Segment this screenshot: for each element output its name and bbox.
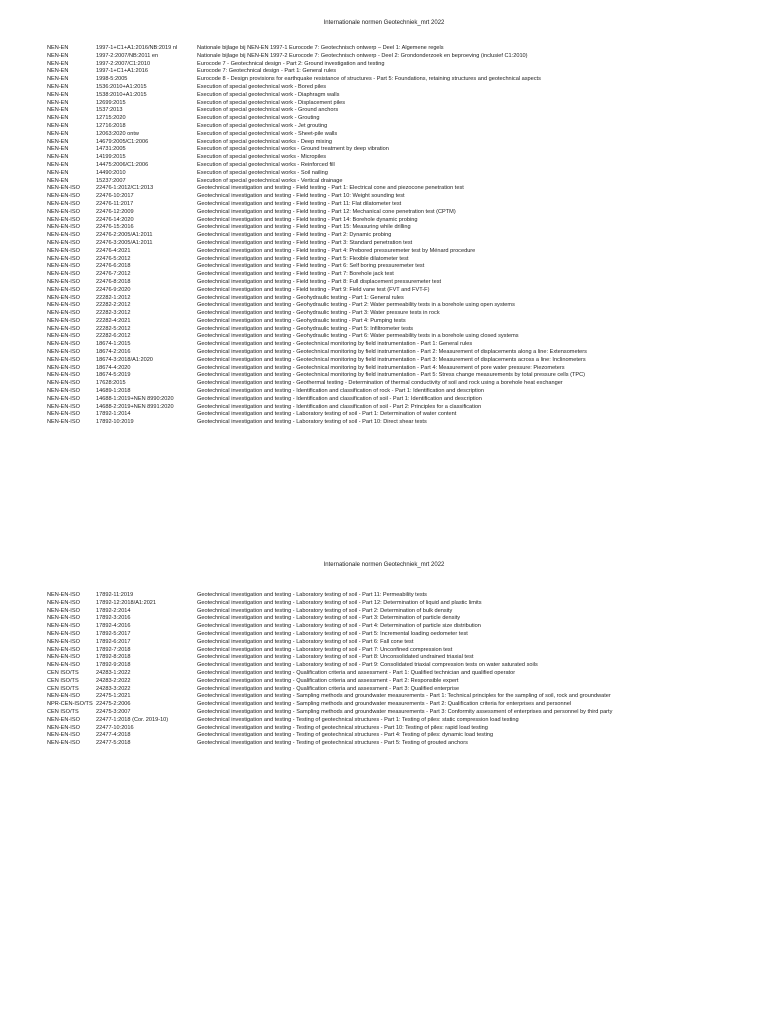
- standard-number-cell: 22282-3:2012: [96, 310, 131, 317]
- standard-title-cell: Geotechnical investigation and testing - Geohydraulic testing - Part 3: Water pressure tests in rock: [197, 310, 440, 317]
- standard-prefix-cell: NEN-EN-ISO: [47, 419, 80, 426]
- standard-number-cell: 24283-3:2022: [96, 685, 131, 692]
- standard-prefix-cell: NEN-EN-ISO: [47, 364, 80, 371]
- standard-prefix-cell: NEN-EN: [47, 99, 69, 106]
- standard-title-cell: Geotechnical investigation and testing - Laboratory testing of soil - Part 2: Determination of bulk density: [197, 607, 453, 614]
- standard-number-cell: 17892-9:2018: [96, 662, 131, 669]
- standard-prefix-cell: NEN-EN-ISO: [47, 208, 80, 215]
- table-row: [47, 662, 747, 670]
- standard-number-cell: 14688-2:2019+NEN 8991:2020: [96, 403, 174, 410]
- standard-prefix-cell: NEN-EN-ISO: [47, 255, 80, 262]
- standard-number-cell: 1537:2013: [96, 107, 123, 114]
- table-row: [47, 53, 747, 61]
- standard-prefix-cell: NEN-EN-ISO: [47, 740, 80, 747]
- standard-number-cell: 22476-11:2017: [96, 200, 134, 207]
- table-row: [47, 365, 747, 373]
- standard-title-cell: Geotechnical investigation and testing - Sampling methods and groundwater measurements - Part 1: Technical principles for the sampling of soil, rock and groundwater: [197, 693, 611, 700]
- standard-title-cell: Execution of special geotechnical works - Ground treatment by deep vibration: [197, 146, 389, 153]
- standard-prefix-cell: NEN-EN: [47, 45, 69, 51]
- standard-number-cell: 17628:2015: [96, 380, 126, 387]
- standard-number-cell: 17892-4:2016: [96, 623, 131, 630]
- standard-title-cell: Geotechnical investigation and testing - Laboratory testing of soil - Part 4: Determination of particle size distribution: [197, 623, 481, 630]
- standard-prefix-cell: NPR-CEN-ISO/TS: [47, 701, 93, 708]
- table-row: [47, 341, 747, 349]
- table-row: [47, 357, 747, 365]
- standard-number-cell: 22476-10:2017: [96, 193, 134, 200]
- standard-prefix-cell: CEN ISO/TS: [47, 708, 79, 715]
- table-row: [47, 732, 747, 740]
- standard-title-cell: Geotechnical investigation and testing - Geohydraulic testing - Part 1: General rules: [197, 294, 404, 301]
- standard-prefix-cell: NEN-EN-ISO: [47, 411, 80, 418]
- standard-prefix-cell: NEN-EN-ISO: [47, 317, 80, 324]
- table-row: [47, 725, 747, 733]
- standard-number-cell: 24283-2:2022: [96, 677, 131, 684]
- standard-number-cell: 22476-6:2018: [96, 263, 131, 270]
- standard-prefix-cell: CEN ISO/TS: [47, 669, 79, 676]
- standard-title-cell: Nationale bijlage bij NEN-EN 1997-2 Eurocode 7: Geotechnisch ontwerp - Deel 2: Grondonderzoek en beproeving (inclusief C1:2010): [197, 52, 528, 59]
- standard-prefix-cell: NEN-EN-ISO: [47, 294, 80, 301]
- standard-number-cell: 22476-3:2005/A1:2011: [96, 239, 153, 246]
- standard-prefix-cell: NEN-EN-ISO: [47, 239, 80, 246]
- standard-title-cell: Geotechnical investigation and testing - Geohydraulic testing - Part 2: Water permeability tests in a borehole using open systems: [197, 302, 515, 309]
- standard-title-cell: Geotechnical investigation and testing - Laboratory testing of soil - Part 11: Permeability tests: [197, 592, 427, 598]
- standard-prefix-cell: NEN-EN: [47, 161, 69, 168]
- standard-title-cell: Geotechnical investigation and testing - Testing of geotechnical structures - Part 5: Testing of grouted anchors: [197, 740, 468, 747]
- standard-title-cell: Geotechnical investigation and testing - Field testing - Part 2: Dynamic probing: [197, 232, 392, 239]
- standard-prefix-cell: NEN-EN-ISO: [47, 325, 80, 332]
- standard-title-cell: Nationale bijlage bij NEN-EN 1997-1 Eurocode 7: Geotechnisch ontwerp – Deel 1: Algemene regels: [197, 45, 444, 51]
- standard-prefix-cell: NEN-EN-ISO: [47, 193, 80, 200]
- table-row: [47, 600, 747, 608]
- standard-prefix-cell: NEN-EN: [47, 91, 69, 98]
- standard-prefix-cell: NEN-EN: [47, 60, 69, 67]
- standard-prefix-cell: NEN-EN-ISO: [47, 630, 80, 637]
- table-row: [47, 693, 747, 701]
- standard-title-cell: Geotechnical investigation and testing - Geotechnical monitoring by field instrumentation - Part 3: Measurement of displacements across a line: Inclinometers: [197, 356, 586, 363]
- standard-prefix-cell: NEN-EN-ISO: [47, 615, 80, 622]
- standard-title-cell: Geotechnical investigation and testing - Laboratory testing of soil - Part 1: Determination of water content: [197, 411, 457, 418]
- standard-prefix-cell: NEN-EN-ISO: [47, 646, 80, 653]
- standard-title-cell: Geotechnical investigation and testing - Field testing - Part 5: Flexible dilatometer test: [197, 255, 409, 262]
- standard-title-cell: Geotechnical investigation and testing - Qualification criteria and assessment - Part 3: Qualified enterprise: [197, 685, 460, 692]
- standard-prefix-cell: NEN-EN: [47, 146, 69, 153]
- standard-number-cell: 1998-5:2005: [96, 76, 128, 83]
- standard-prefix-cell: NEN-EN: [47, 138, 69, 145]
- standard-number-cell: 12716:2018: [96, 122, 126, 129]
- standard-prefix-cell: NEN-EN-ISO: [47, 216, 80, 223]
- standard-title-cell: Geotechnical investigation and testing - Laboratory testing of soil - Part 3: Determination of particle density: [197, 615, 461, 622]
- standard-number-cell: 22282-4:2021: [96, 317, 131, 324]
- standard-title-cell: Geotechnical investigation and testing - Field testing - Part 1: Electrical cone and piezocone penetration test: [197, 185, 464, 192]
- standard-title-cell: Geotechnical investigation and testing - Geohydraulic testing - Part 5: Infiltrometer tests: [197, 325, 414, 332]
- standard-title-cell: Geotechnical investigation and testing - Field testing - Part 12: Mechanical cone penetration test (CPTM): [197, 208, 456, 215]
- standard-prefix-cell: NEN-EN: [47, 107, 69, 114]
- standard-title-cell: Geotechnical investigation and testing - Testing of geotechnical structures - Part 10: Testing of piles: rapid load testing: [197, 724, 488, 731]
- table-row: [47, 178, 747, 186]
- standard-prefix-cell: NEN-EN: [47, 130, 69, 137]
- standard-number-cell: 22476-5:2012: [96, 255, 131, 262]
- standard-number-cell: 17892-12:2018/A1:2021: [96, 599, 157, 606]
- standard-title-cell: Geotechnical investigation and testing - Sampling methods and groundwater measurements - Part 3: Conformity assessment of enterprises and personnel by third party: [197, 708, 613, 715]
- standard-prefix-cell: NEN-EN-ISO: [47, 607, 80, 614]
- standard-number-cell: 22476-8:2018: [96, 278, 131, 285]
- standard-number-cell: 1538:2010+A1:2015: [96, 91, 147, 98]
- standard-title-cell: Execution of special geotechnical work - Displacement piles: [197, 99, 345, 106]
- standard-prefix-cell: NEN-EN-ISO: [47, 623, 80, 630]
- table-row: [47, 115, 747, 123]
- table-row: [47, 388, 747, 396]
- standard-title-cell: Geotechnical investigation and testing - Field testing - Part 9: Field vane test (FVT and FVT-F): [197, 286, 430, 293]
- standard-prefix-cell: NEN-EN-ISO: [47, 286, 80, 293]
- table-row: [47, 123, 747, 131]
- table-row: [47, 263, 747, 271]
- page-title: Internationale normen Geotechniek_mrt 2022: [323, 562, 445, 568]
- table-row: [47, 686, 747, 694]
- table-row: [47, 326, 747, 334]
- standard-number-cell: 12715:2020: [96, 115, 126, 122]
- standard-number-cell: 18674-2:2016: [96, 349, 131, 356]
- standard-number-cell: 22282-2:2012: [96, 302, 131, 309]
- table-row: [47, 647, 747, 655]
- standard-prefix-cell: NEN-EN-ISO: [47, 693, 80, 700]
- table-row: [47, 271, 747, 279]
- standard-prefix-cell: NEN-EN-ISO: [47, 654, 80, 661]
- standard-title-cell: Geotechnical investigation and testing - Geotechnical monitoring by field instrumentation - Part 1: General rules: [197, 341, 473, 348]
- table-row: [47, 154, 747, 162]
- standard-number-cell: 22475-3:2007: [96, 708, 131, 715]
- table-row: [47, 295, 747, 303]
- standard-number-cell: 17892-5:2017: [96, 630, 131, 637]
- standard-prefix-cell: NEN-EN-ISO: [47, 380, 80, 387]
- standard-number-cell: 22477-5:2018: [96, 740, 131, 747]
- standard-title-cell: Geotechnical investigation and testing - Field testing - Part 10: Weight sounding test: [197, 193, 405, 200]
- table-row: [47, 592, 747, 600]
- standard-number-cell: 17892-10:2019: [96, 419, 134, 426]
- standards-table: [47, 45, 747, 427]
- standard-title-cell: Geotechnical investigation and testing - Geohydraulic testing - Part 4: Pumping tests: [197, 317, 406, 324]
- table-row: [47, 380, 747, 388]
- standard-number-cell: 17892-11:2019: [96, 592, 134, 598]
- standard-number-cell: 22476-12:2009: [96, 208, 134, 215]
- standard-title-cell: Geotechnical investigation and testing - Field testing - Part 7: Borehole jack test: [197, 271, 394, 278]
- standard-title-cell: Geotechnical investigation and testing - Laboratory testing of soil - Part 6: Fall cone test: [197, 638, 414, 645]
- standard-number-cell: 1997-2:2007/C1:2010: [96, 60, 151, 67]
- standard-number-cell: 12063:2020 ontw: [96, 130, 139, 137]
- standard-number-cell: 17892-6:2017: [96, 638, 131, 645]
- table-row: [47, 146, 747, 154]
- standard-title-cell: Geotechnical investigation and testing - Geothermal testing - Determination of thermal conductivity of soil and rock using a borehole heat exchanger: [197, 380, 563, 387]
- table-row: [47, 678, 747, 686]
- standard-title-cell: Geotechnical investigation and testing - Laboratory testing of soil - Part 8: Unconsolidated undrained triaxial test: [197, 654, 474, 661]
- standard-title-cell: Execution of special geotechnical works - Vertical drainage: [197, 177, 343, 184]
- table-row: [47, 131, 747, 139]
- standard-title-cell: Geotechnical investigation and testing - Field testing - Part 4: Prebored pressuremeter test by Ménard procedure: [197, 247, 476, 254]
- table-row: [47, 372, 747, 380]
- standard-number-cell: 15237:2007: [96, 177, 126, 184]
- standard-title-cell: Execution of special geotechnical work - Grouting: [197, 115, 320, 122]
- table-row: [47, 639, 747, 647]
- table-row: [47, 76, 747, 84]
- standard-title-cell: Eurocode 7 - Geotechnical design - Part 2: Ground investigation and testing: [197, 60, 385, 67]
- table-row: [47, 209, 747, 217]
- standard-prefix-cell: NEN-EN-ISO: [47, 372, 80, 379]
- standard-prefix-cell: NEN-EN: [47, 68, 69, 75]
- standard-prefix-cell: NEN-EN: [47, 154, 69, 161]
- standard-number-cell: 22477-4:2018: [96, 732, 131, 739]
- standard-title-cell: Geotechnical investigation and testing - Identification and classification of soil - Part 2: Principles for a classification: [197, 403, 482, 410]
- table-row: [47, 248, 747, 256]
- standard-title-cell: Geotechnical investigation and testing - Geotechnical monitoring by field instrumentation - Part 5: Stress change measurements by total pressure cells (TPC): [197, 372, 586, 379]
- table-row: [47, 201, 747, 209]
- standard-prefix-cell: NEN-EN-ISO: [47, 271, 80, 278]
- standard-number-cell: 1536:2010+A1:2015: [96, 83, 147, 90]
- standard-title-cell: Geotechnical investigation and testing - Testing of geotechnical structures - Part 4: Testing of piles: dynamic load testing: [197, 732, 494, 739]
- standard-title-cell: Execution of special geotechnical work - Sheet-pile walls: [197, 130, 338, 137]
- standard-number-cell: 17892-3:2016: [96, 615, 131, 622]
- table-row: [47, 232, 747, 240]
- standard-title-cell: Execution of special geotechnical works - Soil nailing: [197, 169, 328, 176]
- standard-title-cell: Eurocode 8 - Design provisions for earthquake resistance of structures - Part 5: Foundations, retaining structures and geotechnical aspects: [197, 76, 541, 83]
- standard-prefix-cell: NEN-EN-ISO: [47, 732, 80, 739]
- table-row: [47, 139, 747, 147]
- standard-prefix-cell: NEN-EN-ISO: [47, 224, 80, 231]
- standard-number-cell: 22282-6:2012: [96, 333, 131, 340]
- standard-prefix-cell: NEN-EN-ISO: [47, 638, 80, 645]
- standard-number-cell: 14475:2006/C1:2006: [96, 161, 149, 168]
- standard-prefix-cell: NEN-EN-ISO: [47, 341, 80, 348]
- table-row: [47, 411, 747, 419]
- standard-number-cell: 18674-1:2015: [96, 341, 131, 348]
- standard-title-cell: Geotechnical investigation and testing - Identification and classification of rock - Part 1: Identification and description: [197, 388, 484, 395]
- table-row: [47, 61, 747, 69]
- standard-title-cell: Geotechnical investigation and testing - Laboratory testing of soil - Part 9: Consolidated triaxial compression tests on water saturated soils: [197, 662, 538, 669]
- standards-table: [47, 592, 747, 748]
- standard-title-cell: Execution of special geotechnical works - Micropiles: [197, 154, 327, 161]
- table-row: [47, 623, 747, 631]
- standard-prefix-cell: NEN-EN-ISO: [47, 592, 80, 598]
- standard-prefix-cell: NEN-EN-ISO: [47, 403, 80, 410]
- standard-number-cell: 14199:2015: [96, 154, 126, 161]
- standard-title-cell: Geotechnical investigation and testing - Laboratory testing of soil - Part 5: Incremental loading oedometer test: [197, 630, 468, 637]
- standard-title-cell: Geotechnical investigation and testing - Qualification criteria and assessment - Part 2: Responsible expert: [197, 677, 459, 684]
- standard-prefix-cell: NEN-EN-ISO: [47, 599, 80, 606]
- standard-prefix-cell: NEN-EN-ISO: [47, 302, 80, 309]
- standard-number-cell: 17892-8:2018: [96, 654, 131, 661]
- table-row: [47, 631, 747, 639]
- table-row: [47, 419, 747, 427]
- table-row: [47, 240, 747, 248]
- standard-number-cell: 17892-7:2018: [96, 646, 131, 653]
- standard-prefix-cell: NEN-EN-ISO: [47, 200, 80, 207]
- table-row: [47, 302, 747, 310]
- table-row: [47, 709, 747, 717]
- standard-title-cell: Execution of special geotechnical works - Deep mixing: [197, 138, 332, 145]
- standard-title-cell: Geotechnical investigation and testing - Field testing - Part 3: Standard penetration test: [197, 239, 413, 246]
- standard-number-cell: 22476-1:2012/C1:2013: [96, 185, 154, 192]
- table-row: [47, 84, 747, 92]
- standard-prefix-cell: NEN-EN: [47, 52, 69, 59]
- table-row: [47, 615, 747, 623]
- standard-title-cell: Geotechnical investigation and testing - Geotechnical monitoring by field instrumentation - Part 4: Measurement of pore water pressure: Piezometers: [197, 364, 565, 371]
- table-row: [47, 396, 747, 404]
- standard-prefix-cell: NEN-EN-ISO: [47, 356, 80, 363]
- standard-prefix-cell: NEN-EN-ISO: [47, 333, 80, 340]
- page-title: Internationale normen Geotechniek_mrt 2022: [323, 20, 445, 26]
- standard-title-cell: Execution of special geotechnical work - Diaphragm walls: [197, 91, 340, 98]
- standard-prefix-cell: NEN-EN-ISO: [47, 716, 80, 723]
- table-row: [47, 349, 747, 357]
- standard-number-cell: 22476-15:2016: [96, 224, 134, 231]
- standard-number-cell: 1997-2:2007/NB:2011 en: [96, 52, 159, 59]
- standard-prefix-cell: NEN-EN: [47, 177, 69, 184]
- standard-prefix-cell: CEN ISO/TS: [47, 677, 79, 684]
- standard-number-cell: 22476-14:2020: [96, 216, 134, 223]
- table-row: [47, 279, 747, 287]
- standard-number-cell: 22477-1:2018 (Cor. 2019-10): [96, 716, 169, 723]
- table-row: [47, 100, 747, 108]
- standard-number-cell: 14679:2005/C1:2006: [96, 138, 149, 145]
- standard-prefix-cell: NEN-EN-ISO: [47, 310, 80, 317]
- standard-title-cell: Eurocode 7: Geotechnical design - Part 1: General rules: [197, 68, 336, 75]
- standard-title-cell: Geotechnical investigation and testing - Field testing - Part 8: Full displacement pressuremeter test: [197, 278, 442, 285]
- standard-number-cell: 18674-3:2018/A1:2020: [96, 356, 153, 363]
- standard-number-cell: 1997-1+C1+A1:2016/NB:2019 nl: [96, 45, 178, 51]
- standard-title-cell: Geotechnical investigation and testing - Qualification criteria and assessment - Part 1: Qualified technician and qualified operator: [197, 669, 516, 676]
- standard-number-cell: 18674-5:2019: [96, 372, 131, 379]
- standard-title-cell: Geotechnical investigation and testing - Laboratory testing of soil - Part 10: Direct shear tests: [197, 419, 427, 426]
- standard-title-cell: Geotechnical investigation and testing - Field testing - Part 14: Borehole dynamic probing: [197, 216, 418, 223]
- standard-prefix-cell: NEN-EN: [47, 169, 69, 176]
- standard-prefix-cell: NEN-EN-ISO: [47, 185, 80, 192]
- table-row: [47, 193, 747, 201]
- standard-prefix-cell: NEN-EN: [47, 115, 69, 122]
- standard-prefix-cell: NEN-EN-ISO: [47, 724, 80, 731]
- table-row: [47, 162, 747, 170]
- standard-title-cell: Geotechnical investigation and testing - Identification and classification of soil - Part 1: Identification and description: [197, 395, 482, 402]
- standard-title-cell: Geotechnical investigation and testing - Geohydraulic testing - Part 6: Water permeability tests in a borehole using closed systems: [197, 333, 519, 340]
- standard-title-cell: Geotechnical investigation and testing - Field testing - Part 15: Measuring while drilling: [197, 224, 411, 231]
- standard-prefix-cell: NEN-EN: [47, 122, 69, 129]
- table-row: [47, 717, 747, 725]
- standard-title-cell: Execution of special geotechnical work - Bored piles: [197, 83, 327, 90]
- standard-title-cell: Geotechnical investigation and testing - Sampling methods and groundwater measurements - Part 2: Qualification criteria for enterprises and personnel: [197, 701, 572, 708]
- standard-prefix-cell: NEN-EN-ISO: [47, 395, 80, 402]
- standard-prefix-cell: NEN-EN-ISO: [47, 247, 80, 254]
- standard-title-cell: Execution of special geotechnical work - Jet grouting: [197, 122, 328, 129]
- standard-number-cell: 14688-1:2019+NEN 8990:2020: [96, 395, 174, 402]
- table-row: [47, 224, 747, 232]
- standard-title-cell: Execution of special geotechnical works - Reinforced fill: [197, 161, 335, 168]
- table-row: [47, 68, 747, 76]
- standard-number-cell: 22475-2:2006: [96, 701, 131, 708]
- standard-number-cell: 17892-1:2014: [96, 411, 131, 418]
- table-row: [47, 740, 747, 748]
- standard-title-cell: Geotechnical investigation and testing - Field testing - Part 11: Flat dilatometer test: [197, 200, 402, 207]
- standard-number-cell: 12699:2015: [96, 99, 126, 106]
- standard-prefix-cell: NEN-EN: [47, 76, 69, 83]
- standard-number-cell: 22475-1:2021: [96, 693, 131, 700]
- table-row: [47, 670, 747, 678]
- standard-prefix-cell: NEN-EN-ISO: [47, 232, 80, 239]
- standard-number-cell: 22476-2:2005/A1:2011: [96, 232, 153, 239]
- standard-title-cell: Geotechnical investigation and testing - Geotechnical monitoring by field instrumentation - Part 2: Measurement of displacements along a line: Extensometers: [197, 349, 587, 356]
- table-row: [47, 404, 747, 412]
- table-row: [47, 287, 747, 295]
- table-row: [47, 92, 747, 100]
- standard-prefix-cell: NEN-EN-ISO: [47, 278, 80, 285]
- standard-number-cell: 22282-5:2012: [96, 325, 131, 332]
- table-row: [47, 107, 747, 115]
- standard-prefix-cell: NEN-EN-ISO: [47, 349, 80, 356]
- standard-prefix-cell: NEN-EN-ISO: [47, 263, 80, 270]
- table-row: [47, 217, 747, 225]
- table-row: [47, 701, 747, 709]
- standard-number-cell: 22476-9:2020: [96, 286, 131, 293]
- table-row: [47, 170, 747, 178]
- standard-number-cell: 22282-1:2012: [96, 294, 131, 301]
- table-row: [47, 333, 747, 341]
- table-row: [47, 185, 747, 193]
- table-row: [47, 256, 747, 264]
- standard-title-cell: Geotechnical investigation and testing - Testing of geotechnical structures - Part 1: Testing of piles: static compression load testing: [197, 716, 519, 723]
- standard-title-cell: Execution of special geotechnical work - Ground anchors: [197, 107, 339, 114]
- standard-number-cell: 22477-10:2016: [96, 724, 134, 731]
- standard-title-cell: Geotechnical investigation and testing - Laboratory testing of soil - Part 12: Determination of liquid and plastic limits: [197, 599, 482, 606]
- standard-prefix-cell: NEN-EN: [47, 83, 69, 90]
- standard-number-cell: 17892-2:2014: [96, 607, 131, 614]
- table-row: [47, 310, 747, 318]
- standard-number-cell: 24283-1:2022: [96, 669, 131, 676]
- table-row: [47, 318, 747, 326]
- table-row: [47, 45, 747, 53]
- standard-number-cell: 1997-1+C1+A1:2016: [96, 68, 148, 75]
- standard-title-cell: Geotechnical investigation and testing - Field testing - Part 6: Self boring pressuremeter test: [197, 263, 425, 270]
- standard-number-cell: 18674-4:2020: [96, 364, 131, 371]
- standard-prefix-cell: NEN-EN-ISO: [47, 662, 80, 669]
- standard-number-cell: 14689-1:2018: [96, 388, 131, 395]
- standard-number-cell: 22476-4:2021: [96, 247, 131, 254]
- standard-title-cell: Geotechnical investigation and testing - Laboratory testing of soil - Part 7: Unconfined compression test: [197, 646, 453, 653]
- standard-number-cell: 14490:2010: [96, 169, 126, 176]
- standard-prefix-cell: NEN-EN-ISO: [47, 388, 80, 395]
- standard-number-cell: 14731:2005: [96, 146, 126, 153]
- standard-number-cell: 22476-7:2012: [96, 271, 131, 278]
- standard-prefix-cell: CEN ISO/TS: [47, 685, 79, 692]
- table-row: [47, 654, 747, 662]
- table-row: [47, 608, 747, 616]
